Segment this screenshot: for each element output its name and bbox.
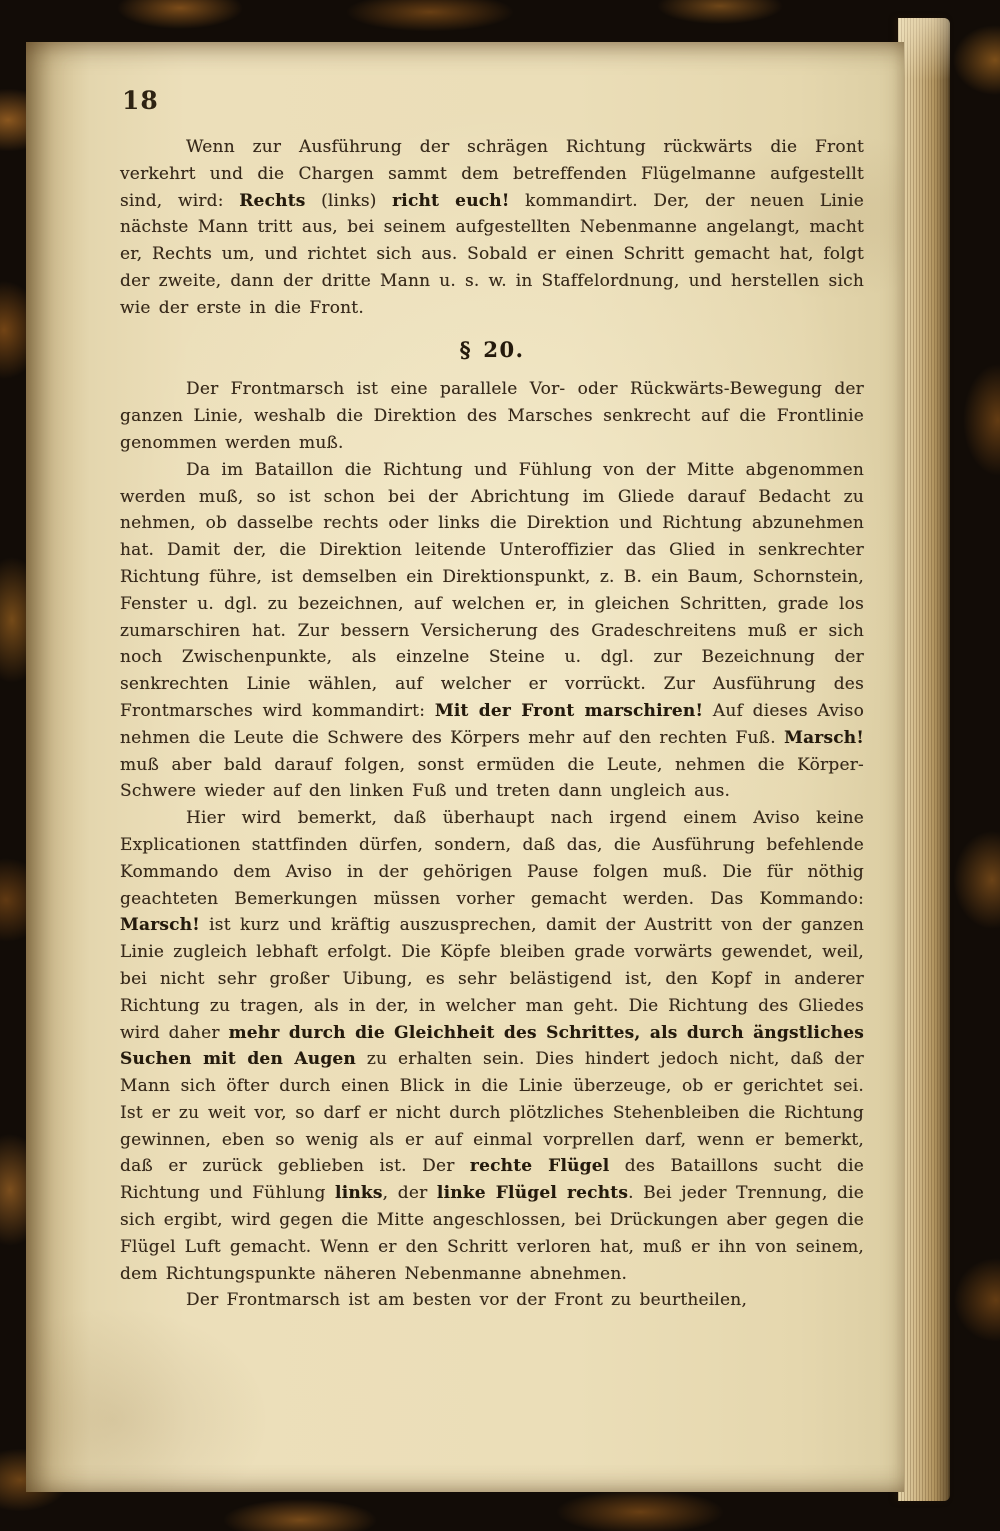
paragraph	[120, 1287, 864, 1314]
text-segment: , der	[382, 1183, 437, 1204]
text-segment-bold: Marsch!	[784, 727, 864, 748]
text-segment-bold: Rechts	[239, 190, 306, 211]
text-segment: kommandirt. Der, der neuen Linie nächste Mann tritt aus, bei seinem aufgestellten Nebenmanne angelangt, macht er, Rechts um, und richtet sich aus. Sobald er einen Schritt gemacht hat, folgt der zweite, dann der dritte Mann u. s. w. in Staffelordnung, und herstellen sich wie der erste in die Front.	[120, 190, 864, 318]
text-segment-bold: Marsch!	[120, 915, 200, 936]
text-segment-bold: richt euch!	[392, 190, 510, 211]
text-segment: (links)	[305, 190, 393, 211]
page-edges	[898, 18, 950, 1501]
section-heading: § 20.	[459, 336, 525, 362]
text-segment-bold: rechte Flügel	[469, 1156, 610, 1177]
text-segment-bold: links	[335, 1183, 383, 1204]
page-number: 18	[122, 86, 159, 115]
text-segment-bold: Mit der Front marschiren!	[434, 700, 704, 721]
text-segment: Der Frontmarsch ist eine parallele Vor- oder Rückwärts-Bewegung der ganzen Linie, weshalb die Direktion des Marsches senkrecht auf die Frontlinie genommen werden muß.	[120, 379, 864, 453]
book-page	[26, 42, 904, 1492]
paragraph	[120, 376, 864, 456]
text-segment: Da im Bataillon die Richtung und Fühlung von der Mitte abgenommen werden muß, so ist schon bei der Abrichtung im Gliede darauf Bedacht zu nehmen, ob dasselbe rechts oder links die Direktion und Richtung abzunehmen hat. Damit der, die Direktion leitende Unteroffizier das Glied in senkrechter Richtung führe, ist demselben ein Direktionspunkt, z. B. ein Baum, Schornstein, Fenster u. dgl. zu bezeichnen, auf welchen er, in gleichen Schritten, grade los zumarschiren hat. Zur bessern Versicherung des Gradeschreitens muß er sich noch Zwischenpunkte, als einzelne Steine u. dgl. zur Bezeichnung der senkrechten Linie wählen, auf welcher er vorrückt. Zur Ausführung des Frontmarsches wird kommandirt:	[120, 459, 864, 721]
paragraph	[120, 134, 864, 322]
text-segment: Auf dieses Aviso nehmen die Leute die Schwere des Körpers mehr auf den rechten Fuß.	[120, 700, 865, 748]
text-segment: Hier wird bemerkt, daß überhaupt nach irgend einem Aviso keine Explicationen stattfinden dürfen, sondern, daß das, die Ausführung befehlende Kommando dem Aviso in der gehörigen Pause folgen muß. Die für nöthig geachteten Bemerkungen müssen vorher gemacht werden. Das Kommando:	[120, 808, 864, 909]
text-segment: Wenn zur Ausführung der schrägen Richtung rückwärts die Front verkehrt und die Chargen sammt dem betreffenden Flügelmanne aufgestellt sind, wird:	[120, 137, 864, 211]
page-text	[120, 134, 864, 1314]
text-segment: muß aber bald darauf folgen, sonst ermüden die Leute, nehmen die Körper-Schwere wieder auf den linken Fuß und treten dann ungleich aus.	[120, 754, 864, 802]
text-segment: . Bei jeder Trennung, die sich ergibt, wird gegen die Mitte angeschlossen, bei Drückungen aber gegen die Flügel Luft gemacht. Wenn er den Schritt verloren hat, muß er ihn von seinem, dem Richtungspunkte näheren Nebenmanne abnehmen.	[120, 1183, 865, 1284]
paragraph	[120, 457, 864, 805]
text-segment-bold: linke Flügel rechts	[436, 1183, 629, 1204]
text-segment-bold: mehr durch die Gleichheit des Schrittes, als durch ängstliches Suchen mit den Augen	[120, 1022, 864, 1070]
text-segment: des Bataillons sucht die Richtung und Fühlung	[120, 1156, 864, 1204]
text-segment: ist kurz und kräftig auszusprechen, damit der Austritt von der ganzen Linie zugleich lebhaft erfolgt. Die Köpfe bleiben grade vorwärts gewendet, weil, bei nicht sehr großer Uibung, es sehr belästigend ist, den Kopf in anderer Richtung zu tragen, als in der, in welcher man geht. Die Richtung des Gliedes wird daher	[120, 915, 864, 1043]
text-segment: zu erhalten sein. Dies hindert jedoch nicht, daß der Mann sich öfter durch einen Blick in die Linie überzeuge, ob er gerichtet sei. Ist er zu weit vor, so darf er nicht durch plötzliches Stehenbleiben die Richtung gewinnen, eben so wenig als er auf einmal vorprellen darf, wenn er bemerkt, daß er zurück geblieben ist. Der	[120, 1049, 864, 1177]
text-segment: Der Frontmarsch ist am besten vor der Front zu beurtheilen,	[186, 1290, 748, 1311]
paragraph	[120, 805, 864, 1287]
